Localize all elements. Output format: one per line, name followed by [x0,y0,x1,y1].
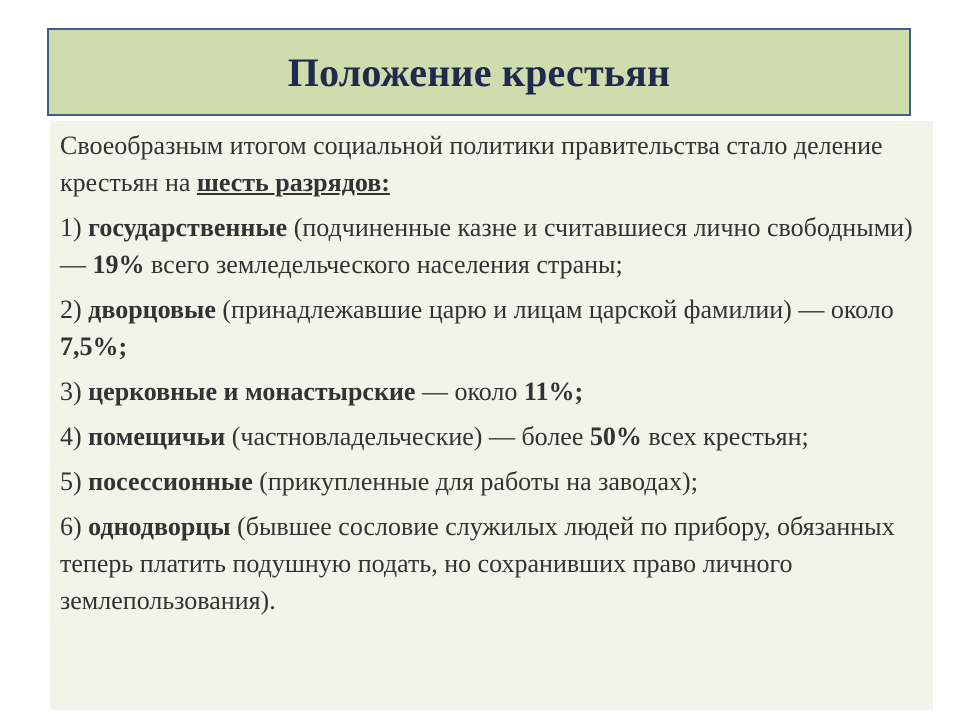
item-description: — около [415,377,524,406]
item-number: 2) [60,295,89,324]
item-term: государственные [88,213,288,242]
item-term: дворцовые [88,295,216,324]
list-item [60,508,928,619]
item-description: (подчиненные казне и считавшиеся лично свободными) — [60,213,913,279]
item-figure: 11%; [523,377,584,406]
list-item [60,373,928,410]
item-description: (принадлежавшие царю и лицам царской фамилии) — около [215,295,894,324]
item-term: однодворцы [88,512,231,541]
item-number: 1) [60,213,89,242]
item-figure: 7,5%; [60,332,128,361]
item-figure: 19% [92,250,145,279]
item-term: церковные и монастырские [88,377,416,406]
content-text [60,127,928,627]
item-description-tail: всех крестьян; [641,422,809,451]
title-banner [47,28,911,116]
item-description: (частновладельческие) — более [225,422,590,451]
list-item [60,209,928,283]
item-number: 6) [60,512,89,541]
item-figure: 50% [589,422,642,451]
intro-paragraph [60,127,928,201]
list-item [60,291,928,365]
item-term: посессионные [88,467,253,496]
item-number: 5) [60,467,89,496]
intro-emphasis: шесть разрядов: [196,168,390,197]
list-item [60,463,928,500]
item-description: (прикупленные для работы на заводах); [252,467,698,496]
intro-text: Своеобразным итогом социальной политики правительства стало деление крестьян на [60,131,883,197]
item-number: 3) [60,377,89,406]
list-item [60,418,928,455]
item-description: (бывшее сословие служилых людей по прибору, обязанных теперь платить подушную подать, но сохранивших право личного землепользования). [60,512,895,615]
item-description-tail: всего земледельческого населения страны; [144,250,623,279]
item-number: 4) [60,422,89,451]
content-panel [50,121,933,710]
item-term: помещичьи [88,422,226,451]
slide-title: Положение крестьян [287,49,671,95]
